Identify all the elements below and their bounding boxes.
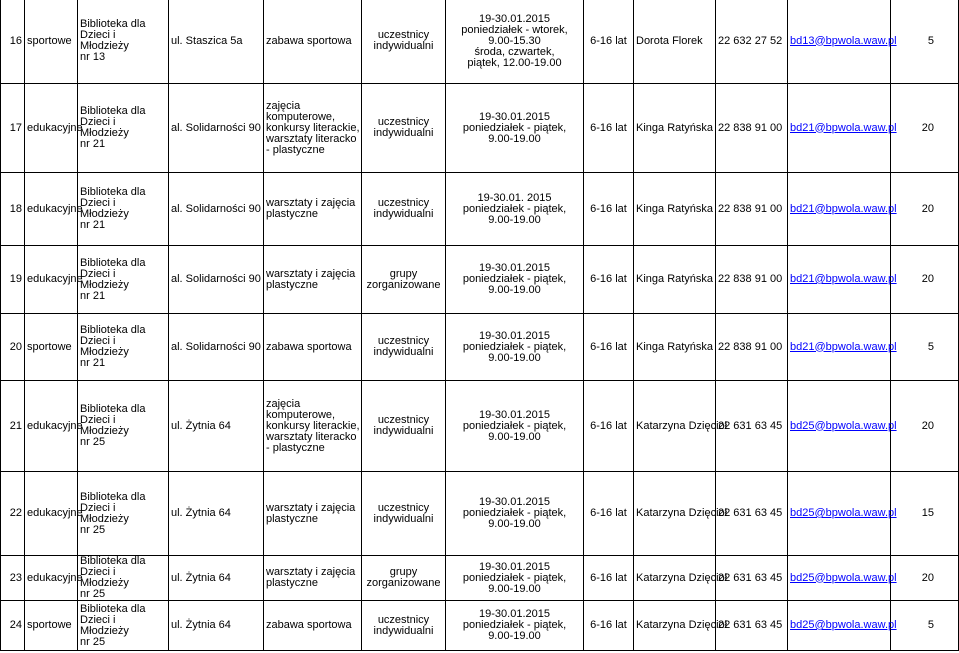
dates-line: 19-30.01.2015 bbox=[479, 560, 550, 573]
age-range: 6-16 lat bbox=[584, 601, 634, 651]
audience bbox=[362, 556, 446, 601]
dates-line: 19-30.01.2015 bbox=[479, 262, 550, 274]
phone: 22 631 63 45 bbox=[716, 601, 788, 651]
dates-line: poniedziałek - piątek, bbox=[462, 507, 567, 519]
audience-line: indywidualni bbox=[373, 346, 434, 358]
dates bbox=[446, 314, 584, 381]
table-row bbox=[1, 381, 959, 472]
age-range: 6-16 lat bbox=[584, 84, 634, 173]
dates bbox=[446, 472, 584, 556]
phone: 22 632 27 52 bbox=[716, 0, 788, 84]
age-range: 6-16 lat bbox=[584, 0, 634, 84]
table-row bbox=[1, 472, 959, 556]
phone: 22 838 91 00 bbox=[716, 173, 788, 246]
activity bbox=[264, 472, 362, 556]
event-type: edukacyjne bbox=[25, 246, 78, 314]
library-name-line: nr 25 bbox=[80, 588, 106, 600]
dates bbox=[446, 556, 584, 601]
activity bbox=[264, 314, 362, 381]
participant-count: 15 bbox=[891, 472, 959, 556]
dates-line: poniedziałek - piątek, bbox=[462, 571, 567, 584]
row-number: 23 bbox=[1, 556, 25, 601]
email-link[interactable]: bd25@bpwola.waw.pl bbox=[788, 601, 891, 651]
dates-line: 19-30.01. 2015 bbox=[477, 191, 552, 204]
activity-line: komputerowe, bbox=[266, 408, 336, 421]
dates-line: środa, czwartek, bbox=[474, 45, 555, 58]
dates-line: poniedziałek - wtorek, bbox=[461, 23, 568, 36]
contact-person: Katarzyna Dzięcioł bbox=[634, 472, 716, 556]
phone: 22 631 63 45 bbox=[716, 472, 788, 556]
library-name-line: Biblioteka dla bbox=[80, 105, 146, 117]
email-link[interactable]: bd25@bpwola.waw.pl bbox=[788, 472, 891, 556]
contact-person: Dorota Florek bbox=[634, 0, 716, 84]
event-type: sportowe bbox=[25, 314, 78, 381]
library-name bbox=[78, 381, 169, 472]
dates-line: poniedziałek - piątek, bbox=[462, 419, 567, 432]
audience-line: uczestnicy bbox=[377, 613, 430, 626]
dates-line: 19-30.01.2015 bbox=[479, 329, 550, 342]
library-name-line: Biblioteka dla bbox=[80, 403, 146, 415]
dates-line: 19-30.01.2015 bbox=[479, 408, 550, 421]
library-name-line: Biblioteka dla bbox=[80, 490, 146, 503]
dates-line: poniedziałek - piątek, bbox=[462, 273, 567, 285]
dates-line: 19-30.01.2015 bbox=[479, 110, 550, 123]
activity bbox=[264, 173, 362, 246]
phone: 22 838 91 00 bbox=[716, 84, 788, 173]
dates bbox=[446, 0, 584, 84]
dates-line: 9.00-19.00 bbox=[488, 630, 541, 642]
audience-line: indywidualni bbox=[373, 208, 434, 220]
dates-line: piątek, 12.00-19.00 bbox=[467, 56, 562, 69]
library-name bbox=[78, 601, 169, 651]
dates bbox=[446, 601, 584, 651]
row-number: 16 bbox=[1, 0, 25, 84]
dates bbox=[446, 246, 584, 314]
phone: 22 631 63 45 bbox=[716, 381, 788, 472]
library-name-line: nr 21 bbox=[80, 219, 106, 231]
age-range: 6-16 lat bbox=[584, 246, 634, 314]
row-number: 17 bbox=[1, 84, 25, 173]
participant-count: 20 bbox=[891, 173, 959, 246]
dates-line: 19-30.01.2015 bbox=[479, 12, 550, 25]
activity-line: zabawa sportowa bbox=[266, 340, 352, 353]
library-name-line: Dzieci i Młodzieży bbox=[80, 566, 129, 589]
activity-line: warsztaty literacko bbox=[266, 132, 357, 145]
dates-line: 9.00-19.00 bbox=[488, 284, 541, 296]
activity-line: plastyczne bbox=[266, 278, 318, 291]
audience-line: indywidualni bbox=[373, 40, 434, 52]
library-name-line: Dzieci i Młodzieży bbox=[80, 501, 129, 525]
table-row bbox=[1, 0, 959, 84]
activity-line: - plastyczne bbox=[266, 441, 325, 454]
audience bbox=[362, 84, 446, 173]
email-link[interactable]: bd21@bpwola.waw.pl bbox=[788, 314, 891, 381]
activity-line: zabawa sportowa bbox=[266, 34, 352, 47]
participant-count: 20 bbox=[891, 84, 959, 173]
address: ul. Żytnia 64 bbox=[169, 381, 264, 472]
phone: 22 838 91 00 bbox=[716, 314, 788, 381]
library-name-line: Biblioteka dla bbox=[80, 324, 146, 336]
dates-line: 9.00-19.00 bbox=[488, 351, 541, 364]
address: ul. Żytnia 64 bbox=[169, 556, 264, 601]
dates bbox=[446, 84, 584, 173]
library-name-line: Dzieci i Młodzieży bbox=[80, 414, 129, 437]
dates-line: 9.00-19.00 bbox=[488, 213, 541, 226]
audience bbox=[362, 314, 446, 381]
email-link[interactable]: bd25@bpwola.waw.pl bbox=[788, 556, 891, 601]
audience-line: zorganizowane bbox=[366, 278, 441, 291]
event-type: edukacyjne bbox=[25, 84, 78, 173]
participant-count: 5 bbox=[891, 0, 959, 84]
library-name-line: Dzieci i Młodzieży bbox=[80, 116, 129, 139]
age-range: 6-16 lat bbox=[584, 381, 634, 472]
dates bbox=[446, 381, 584, 472]
library-name bbox=[78, 314, 169, 381]
activity-line: - plastyczne bbox=[266, 143, 325, 156]
table-row bbox=[1, 556, 959, 601]
audience bbox=[362, 472, 446, 556]
audience-line: grupy bbox=[389, 267, 418, 280]
event-type: sportowe bbox=[25, 601, 78, 651]
dates-line: 9.00-19.00 bbox=[488, 132, 541, 145]
dates-line: poniedziałek - piątek, bbox=[462, 202, 567, 215]
row-number: 19 bbox=[1, 246, 25, 314]
audience bbox=[362, 381, 446, 472]
activity-line: konkursy literackie, bbox=[266, 419, 360, 432]
activity-line: zajęcia bbox=[266, 397, 301, 410]
age-range: 6-16 lat bbox=[584, 314, 634, 381]
address: ul. Żytnia 64 bbox=[169, 472, 264, 556]
phone: 22 838 91 00 bbox=[716, 246, 788, 314]
age-range: 6-16 lat bbox=[584, 472, 634, 556]
email-link[interactable]: bd21@bpwola.waw.pl bbox=[788, 246, 891, 314]
dates-line: poniedziałek - piątek, bbox=[462, 121, 567, 134]
library-name-line: Biblioteka dla bbox=[80, 602, 146, 615]
activity-line: komputerowe, bbox=[266, 110, 336, 123]
audience-line: grupy bbox=[389, 566, 418, 578]
dates-line: 9.00-15.30 bbox=[488, 34, 541, 47]
library-name-line: Biblioteka dla bbox=[80, 555, 146, 567]
library-name-line: nr 25 bbox=[80, 523, 106, 536]
dates-line: poniedziałek - piątek, bbox=[462, 619, 567, 631]
library-name-line: Dzieci i Młodzieży bbox=[80, 613, 129, 637]
address: ul. Żytnia 64 bbox=[169, 601, 264, 651]
participant-count: 20 bbox=[891, 556, 959, 601]
contact-person: Katarzyna Dzięcioł bbox=[634, 601, 716, 651]
library-name-line: Dzieci i Młodzieży bbox=[80, 267, 129, 291]
contact-person: Kinga Ratyńska bbox=[634, 246, 716, 314]
event-type: edukacyjne bbox=[25, 472, 78, 556]
activity bbox=[264, 84, 362, 173]
library-name-line: Biblioteka dla bbox=[80, 186, 146, 198]
dates-line: 19-30.01.2015 bbox=[479, 608, 550, 620]
contact-person: Katarzyna Dzięcioł bbox=[634, 556, 716, 601]
dates-line: poniedziałek - piątek, bbox=[462, 340, 567, 353]
library-name bbox=[78, 0, 169, 84]
library-name-line: nr 13 bbox=[80, 51, 106, 63]
age-range: 6-16 lat bbox=[584, 173, 634, 246]
email-link[interactable]: bd21@bpwola.waw.pl bbox=[788, 173, 891, 246]
contact-person: Kinga Ratyńska bbox=[634, 173, 716, 246]
participant-count: 20 bbox=[891, 246, 959, 314]
event-type: edukacyjne bbox=[25, 173, 78, 246]
dates-line: 9.00-19.00 bbox=[488, 582, 541, 595]
library-name-line: nr 25 bbox=[80, 635, 106, 648]
library-name bbox=[78, 556, 169, 601]
activity bbox=[264, 246, 362, 314]
activity bbox=[264, 0, 362, 84]
row-number: 20 bbox=[1, 314, 25, 381]
library-name-line: nr 25 bbox=[80, 436, 106, 448]
activity-line: warsztaty i zajęcia bbox=[266, 566, 356, 578]
email-link[interactable]: bd25@bpwola.waw.pl bbox=[788, 381, 891, 472]
event-type: edukacyjne bbox=[25, 556, 78, 601]
activity bbox=[264, 381, 362, 472]
audience-line: indywidualni bbox=[373, 512, 434, 525]
activity-line: zajęcia bbox=[266, 99, 301, 112]
contact-person: Kinga Ratyńska bbox=[634, 84, 716, 173]
row-number: 21 bbox=[1, 381, 25, 472]
address: ul. Staszica 5a bbox=[169, 0, 264, 84]
library-name bbox=[78, 173, 169, 246]
event-type: sportowe bbox=[25, 0, 78, 84]
activity-line: zabawa sportowa bbox=[266, 619, 352, 631]
activity-line: warsztaty literacko bbox=[266, 430, 357, 443]
address: al. Solidarności 90 bbox=[169, 314, 264, 381]
audience bbox=[362, 173, 446, 246]
library-name-line: nr 21 bbox=[80, 138, 106, 150]
activity-line: warsztaty i zajęcia bbox=[266, 267, 356, 280]
address: al. Solidarności 90 bbox=[169, 173, 264, 246]
audience-line: uczestnicy bbox=[377, 335, 430, 347]
table-row bbox=[1, 314, 959, 381]
audience-line: uczestnicy bbox=[377, 29, 430, 41]
audience-line: zorganizowane bbox=[366, 577, 441, 589]
table-row bbox=[1, 601, 959, 651]
contact-person: Kinga Ratyńska bbox=[634, 314, 716, 381]
audience-line: indywidualni bbox=[373, 624, 434, 637]
event-type: edukacyjne bbox=[25, 381, 78, 472]
audience-line: uczestnicy bbox=[377, 414, 430, 426]
dates-line: 9.00-19.00 bbox=[488, 430, 541, 443]
table-row bbox=[1, 173, 959, 246]
audience-line: uczestnicy bbox=[377, 116, 430, 128]
table-row bbox=[1, 246, 959, 314]
row-number: 22 bbox=[1, 472, 25, 556]
participant-count: 5 bbox=[891, 314, 959, 381]
library-name-line: Dzieci i Młodzieży bbox=[80, 197, 129, 220]
audience-line: indywidualni bbox=[373, 425, 434, 437]
activity bbox=[264, 556, 362, 601]
audience bbox=[362, 601, 446, 651]
email-link[interactable]: bd21@bpwola.waw.pl bbox=[788, 84, 891, 173]
library-name bbox=[78, 472, 169, 556]
table-row bbox=[1, 84, 959, 173]
activity-line: konkursy literackie, bbox=[266, 121, 360, 134]
library-name-line: Dzieci i Młodzieży bbox=[80, 29, 129, 52]
address: al. Solidarności 90 bbox=[169, 84, 264, 173]
audience bbox=[362, 0, 446, 84]
audience-line: uczestnicy bbox=[377, 501, 430, 514]
participant-count: 20 bbox=[891, 381, 959, 472]
library-name-line: Dzieci i Młodzieży bbox=[80, 335, 129, 358]
email-link[interactable]: bd13@bpwola.waw.pl bbox=[788, 0, 891, 84]
library-name-line: Biblioteka dla bbox=[80, 18, 146, 30]
age-range: 6-16 lat bbox=[584, 556, 634, 601]
library-name-line: nr 21 bbox=[80, 289, 106, 302]
dates-line: 19-30.01.2015 bbox=[479, 496, 550, 508]
activity-line: plastyczne bbox=[266, 577, 318, 589]
address: al. Solidarności 90 bbox=[169, 246, 264, 314]
row-number: 18 bbox=[1, 173, 25, 246]
audience-line: uczestnicy bbox=[377, 197, 430, 209]
library-name-line: nr 21 bbox=[80, 357, 106, 369]
audience bbox=[362, 246, 446, 314]
participant-count: 5 bbox=[891, 601, 959, 651]
activity-line: warsztaty i zajęcia bbox=[266, 197, 356, 209]
dates bbox=[446, 173, 584, 246]
audience-line: indywidualni bbox=[373, 127, 434, 139]
contact-person: Katarzyna Dzięcioł bbox=[634, 381, 716, 472]
activity-line: warsztaty i zajęcia bbox=[266, 501, 356, 514]
library-name-line: Biblioteka dla bbox=[80, 256, 146, 269]
phone: 22 631 63 45 bbox=[716, 556, 788, 601]
activity-line: plastyczne bbox=[266, 512, 318, 525]
library-name bbox=[78, 84, 169, 173]
dates-line: 9.00-19.00 bbox=[488, 518, 541, 530]
row-number: 24 bbox=[1, 601, 25, 651]
library-name bbox=[78, 246, 169, 314]
activity-line: plastyczne bbox=[266, 208, 318, 220]
activity bbox=[264, 601, 362, 651]
